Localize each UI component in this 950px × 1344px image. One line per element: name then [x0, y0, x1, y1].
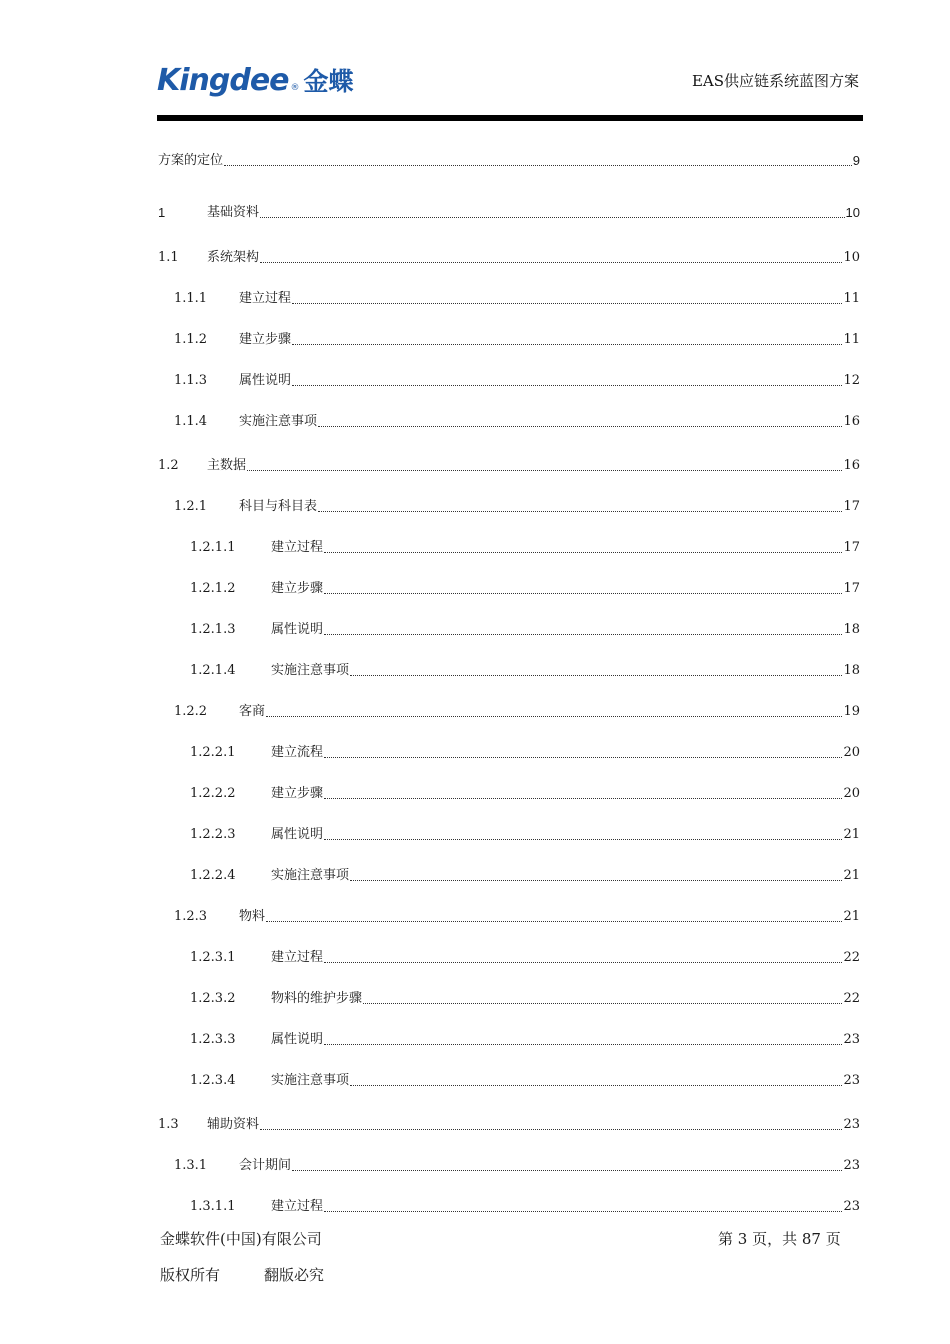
page-header — [157, 62, 863, 102]
toc-entry-label: 会计期间 — [239, 1158, 292, 1173]
toc-dot-leader — [260, 216, 845, 218]
toc-entry[interactable] — [158, 699, 860, 721]
toc-entry[interactable] — [158, 245, 860, 267]
toc-entry[interactable] — [158, 1027, 860, 1049]
toc-entry-label: 实施注意事项 — [271, 663, 350, 678]
toc-entry[interactable] — [158, 986, 860, 1008]
toc-entry-label: 建立步骤 — [239, 332, 292, 347]
toc-entry-number: 1.2.3.2 — [190, 991, 236, 1006]
toc-entry-number: 1.3.1.1 — [190, 1199, 236, 1214]
toc-entry-label: 建立过程 — [271, 1199, 324, 1214]
toc-entry-label: 属性说明 — [271, 1032, 324, 1047]
toc-entry-page: 16 — [843, 458, 860, 473]
toc-entry-label: 系统架构 — [207, 250, 260, 265]
toc-entry-number: 1.3 — [158, 1117, 179, 1132]
toc-entry-label: 建立流程 — [271, 745, 324, 760]
toc-entry-page: 12 — [843, 373, 860, 388]
toc-dot-leader — [260, 1128, 842, 1130]
toc-dot-leader — [324, 633, 842, 635]
toc-dot-leader — [350, 674, 842, 676]
toc-dot-leader — [292, 302, 842, 304]
toc-dot-leader — [363, 1002, 842, 1004]
toc-dot-leader — [350, 1084, 842, 1086]
toc-entry-page: 18 — [843, 622, 860, 637]
logo-text-cn: 金蝶 — [303, 67, 354, 96]
toc-entry-page: 20 — [843, 786, 860, 801]
toc-entry-label: 科目与科目表 — [239, 499, 318, 514]
toc-entry-page: 21 — [843, 827, 860, 842]
toc-entry-number: 1.2.1.2 — [190, 581, 236, 596]
toc-entry-number: 1.2.2.3 — [190, 827, 236, 842]
toc-entry[interactable] — [158, 781, 860, 803]
toc-entry-page: 23 — [843, 1199, 860, 1214]
toc-entry[interactable] — [158, 740, 860, 762]
toc-entry[interactable] — [158, 200, 860, 222]
toc-dot-leader — [324, 592, 842, 594]
toc-entry-number: 1.1.3 — [174, 373, 208, 388]
toc-entry[interactable] — [158, 576, 860, 598]
toc-dot-leader — [324, 961, 842, 963]
toc-entry[interactable] — [158, 1112, 860, 1134]
toc-dot-leader — [292, 1169, 842, 1171]
toc-entry-label: 方案的定位 — [158, 153, 224, 168]
toc-entry-number: 1.2.1.3 — [190, 622, 236, 637]
toc-entry-page: 22 — [843, 991, 860, 1006]
toc-entry-page: 21 — [843, 868, 860, 883]
footer-copyright: 版权所有 — [160, 1266, 221, 1284]
toc-entry[interactable] — [158, 904, 860, 926]
toc-entry-number: 1.3.1 — [174, 1158, 208, 1173]
toc-entry-number: 1 — [158, 205, 166, 220]
toc-entry-page: 11 — [843, 332, 860, 347]
toc-dot-leader — [292, 343, 842, 345]
toc-entry-page: 11 — [843, 291, 860, 306]
toc-entry-label: 属性说明 — [239, 373, 292, 388]
toc-entry[interactable] — [158, 148, 860, 170]
toc-dot-leader — [247, 469, 842, 471]
toc-entry-page: 22 — [843, 950, 860, 965]
toc-entry-label: 辅助资料 — [207, 1117, 260, 1132]
toc-entry-label: 建立过程 — [271, 540, 324, 555]
document-title: EAS供应链系统蓝图方案 — [691, 72, 859, 90]
toc-dot-leader — [324, 797, 842, 799]
toc-entry-page: 10 — [843, 250, 860, 265]
toc-entry[interactable] — [158, 327, 860, 349]
toc-entry-page: 17 — [843, 499, 860, 514]
toc-dot-leader — [324, 756, 842, 758]
toc-entry-page: 23 — [843, 1117, 860, 1132]
toc-entry-page: 18 — [843, 663, 860, 678]
toc-entry[interactable] — [158, 617, 860, 639]
toc-entry-number: 1.2.1.4 — [190, 663, 236, 678]
toc-dot-leader — [324, 838, 842, 840]
toc-entry-number: 1.2.3.3 — [190, 1032, 236, 1047]
toc-dot-leader — [350, 879, 842, 881]
toc-entry-number: 1.1.1 — [174, 291, 208, 306]
toc-entry-number: 1.2.1.1 — [190, 540, 236, 555]
toc-entry-number: 1.1.4 — [174, 414, 208, 429]
footer-page-number: 第 3 页，共 87 页 — [718, 1230, 841, 1248]
toc-entry[interactable] — [158, 453, 860, 475]
toc-entry-label: 属性说明 — [271, 827, 324, 842]
toc-entry[interactable] — [158, 368, 860, 390]
toc-entry-page: 23 — [843, 1073, 860, 1088]
toc-entry-label: 实施注意事项 — [239, 414, 318, 429]
toc-entry-page: 17 — [843, 581, 860, 596]
kingdee-logo — [157, 62, 354, 98]
toc-entry-page: 23 — [843, 1158, 860, 1173]
toc-entry-page: 19 — [843, 704, 860, 719]
toc-entry-number: 1.1.2 — [174, 332, 208, 347]
toc-dot-leader — [266, 920, 842, 922]
toc-entry[interactable] — [158, 945, 860, 967]
toc-entry-number: 1.2.2.2 — [190, 786, 236, 801]
footer-rights: 翻版必究 — [264, 1266, 325, 1284]
toc-entry-number: 1.2.2.1 — [190, 745, 236, 760]
toc-dot-leader — [324, 1043, 842, 1045]
toc-entry[interactable] — [158, 1194, 860, 1216]
toc-entry-number: 1.2.2 — [174, 704, 208, 719]
toc-entry[interactable] — [158, 409, 860, 431]
toc-entry[interactable] — [158, 535, 860, 557]
toc-entry[interactable] — [158, 1153, 860, 1175]
toc-dot-leader — [318, 425, 842, 427]
toc-dot-leader — [324, 1210, 842, 1212]
toc-entry-page: 21 — [843, 909, 860, 924]
toc-entry-label: 建立步骤 — [271, 581, 324, 596]
toc-entry-number: 1.2.1 — [174, 499, 208, 514]
registered-mark: ® — [290, 83, 300, 93]
toc-entry-number: 1.2.2.4 — [190, 868, 236, 883]
toc-entry[interactable] — [158, 658, 860, 680]
toc-dot-leader — [292, 384, 842, 386]
toc-entry-number: 1.2.3 — [174, 909, 208, 924]
toc-dot-leader — [324, 551, 842, 553]
toc-entry-page: 9 — [852, 153, 860, 168]
toc-entry-label: 主数据 — [207, 458, 247, 473]
toc-entry[interactable] — [158, 494, 860, 516]
toc-dot-leader — [266, 715, 842, 717]
toc-entry-number: 1.2.3.1 — [190, 950, 236, 965]
toc-entry-page: 20 — [843, 745, 860, 760]
toc-entry[interactable] — [158, 286, 860, 308]
toc-entry[interactable] — [158, 822, 860, 844]
toc-entry-label: 物料的维护步骤 — [271, 991, 363, 1006]
toc-entry-page: 23 — [843, 1032, 860, 1047]
header-rule — [157, 115, 863, 121]
toc-entry-label: 建立过程 — [271, 950, 324, 965]
footer-company: 金蝶软件(中国)有限公司 — [160, 1230, 322, 1248]
toc-entry-page: 17 — [843, 540, 860, 555]
toc-entry[interactable] — [158, 863, 860, 885]
toc-entry-label: 建立步骤 — [271, 786, 324, 801]
toc-entry-label: 客商 — [239, 704, 266, 719]
toc-dot-leader — [260, 261, 842, 263]
toc-entry-label: 建立过程 — [239, 291, 292, 306]
toc-entry-number: 1.1 — [158, 250, 179, 265]
toc-entry-label: 物料 — [239, 909, 266, 924]
toc-entry-label: 基础资料 — [207, 205, 260, 220]
toc-entry-page: 16 — [843, 414, 860, 429]
toc-dot-leader — [318, 510, 842, 512]
logo-text-en: Kingdee — [157, 63, 289, 98]
toc-entry-page: 10 — [845, 205, 860, 220]
toc-entry-number: 1.2.3.4 — [190, 1073, 236, 1088]
toc-entry-label: 实施注意事项 — [271, 868, 350, 883]
toc-entry[interactable] — [158, 1068, 860, 1090]
toc-entry-label: 实施注意事项 — [271, 1073, 350, 1088]
toc-entry-number: 1.2 — [158, 458, 179, 473]
toc-dot-leader — [224, 164, 852, 166]
toc-entry-label: 属性说明 — [271, 622, 324, 637]
